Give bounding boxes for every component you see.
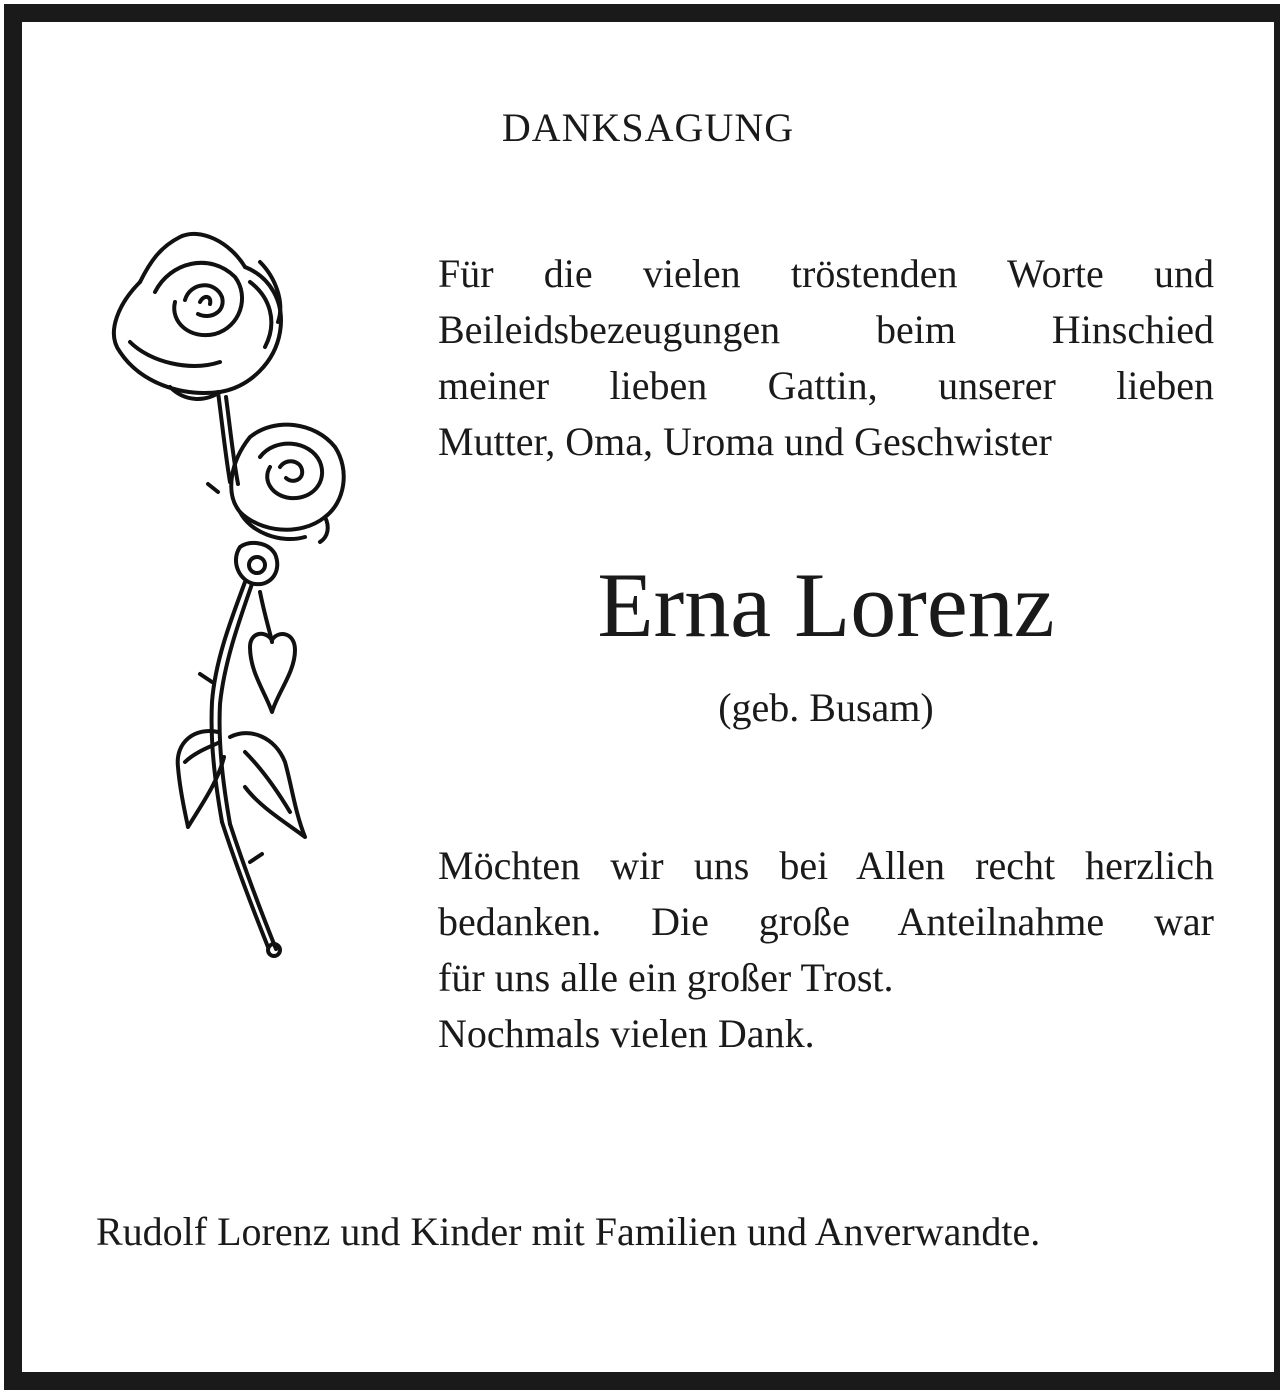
intro-line: Beileidsbezeugungen beim Hinschied <box>438 307 1214 352</box>
signoff: Rudolf Lorenz und Kinder mit Familien und Anverwandte. <box>96 1209 1041 1254</box>
intro-line: Mutter, Oma, Uroma und Geschwister <box>438 419 1052 464</box>
notice-heading: DANKSAGUNG <box>501 105 795 150</box>
intro-line: meiner lieben Gattin, unserer lieben <box>438 363 1214 408</box>
closing-paragraph <box>438 838 1214 1062</box>
closing-line: Möchten wir uns bei Allen recht herzlich <box>438 843 1214 888</box>
closing-line: Nochmals vielen Dank. <box>438 1011 815 1056</box>
maiden-name: (geb. Busam) <box>718 685 934 730</box>
intro-paragraph <box>438 246 1214 470</box>
closing-line: für uns alle ein großer Trost. <box>438 955 894 1000</box>
rose-drawing-icon <box>100 222 360 972</box>
intro-line: Für die vielen tröstenden Worte und <box>438 251 1214 296</box>
closing-line: bedanken. Die große Anteilnahme war <box>438 899 1214 944</box>
notice-frame <box>4 4 1280 1390</box>
deceased-name: Erna Lorenz <box>597 554 1055 656</box>
